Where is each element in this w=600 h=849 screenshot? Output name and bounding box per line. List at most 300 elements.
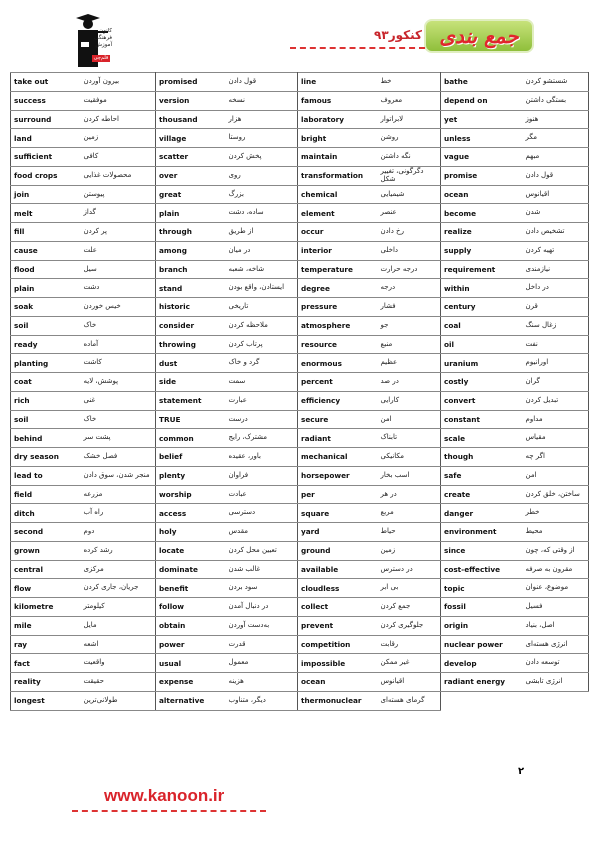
persian-meaning: واقعیت bbox=[81, 654, 156, 673]
english-word: branch bbox=[156, 260, 226, 279]
persian-meaning: در صد bbox=[378, 373, 441, 392]
english-word: planting bbox=[11, 354, 81, 373]
english-word: dry season bbox=[11, 448, 81, 467]
english-word: scatter bbox=[156, 148, 226, 167]
table-row bbox=[11, 466, 589, 485]
persian-meaning: شاخه، شعبه bbox=[226, 260, 298, 279]
persian-meaning: موفقیت bbox=[81, 91, 156, 110]
english-word: prevent bbox=[298, 616, 378, 635]
persian-meaning: توسعه دادن bbox=[523, 654, 589, 673]
english-word: benefit bbox=[156, 579, 226, 598]
persian-meaning: ملاحظه کردن bbox=[226, 316, 298, 335]
exam-subtitle: کنکور۹۳ bbox=[374, 28, 422, 42]
english-word: topic bbox=[441, 579, 523, 598]
persian-meaning: در دسترس bbox=[378, 560, 441, 579]
persian-meaning: اقیانوس bbox=[378, 673, 441, 692]
english-word: side bbox=[156, 373, 226, 392]
english-word: square bbox=[298, 504, 378, 523]
english-word: TRUE bbox=[156, 410, 226, 429]
persian-meaning: اگر چه bbox=[523, 448, 589, 467]
english-word: secure bbox=[298, 410, 378, 429]
english-word: village bbox=[156, 129, 226, 148]
english-word: soil bbox=[11, 410, 81, 429]
english-word: worship bbox=[156, 485, 226, 504]
persian-meaning: عبارت bbox=[226, 391, 298, 410]
english-word: efficiency bbox=[298, 391, 378, 410]
persian-meaning: مقرون به صرفه bbox=[523, 560, 589, 579]
persian-meaning: در میان bbox=[226, 241, 298, 260]
persian-meaning: ساده، دشت bbox=[226, 204, 298, 223]
english-word: impossible bbox=[298, 654, 378, 673]
persian-meaning: روستا bbox=[226, 129, 298, 148]
persian-meaning: دوم bbox=[81, 523, 156, 542]
persian-meaning: روشن bbox=[378, 129, 441, 148]
english-word: mechanical bbox=[298, 448, 378, 467]
english-word: behind bbox=[11, 429, 81, 448]
english-word: cost-effective bbox=[441, 560, 523, 579]
english-word: through bbox=[156, 223, 226, 242]
persian-meaning: پرتاب کردن bbox=[226, 335, 298, 354]
persian-meaning: مزرعه bbox=[81, 485, 156, 504]
persian-meaning: رخ دادن bbox=[378, 223, 441, 242]
english-word: consider bbox=[156, 316, 226, 335]
logo-text: کانون فرهنگی آموزش bbox=[94, 28, 112, 48]
table-row bbox=[11, 673, 589, 692]
english-word: maintain bbox=[298, 148, 378, 167]
english-word: create bbox=[441, 485, 523, 504]
persian-meaning: جلوگیری کردن bbox=[378, 616, 441, 635]
persian-meaning: خاک bbox=[81, 410, 156, 429]
english-word: soil bbox=[11, 316, 81, 335]
english-word: common bbox=[156, 429, 226, 448]
english-word: bright bbox=[298, 129, 378, 148]
english-word: ground bbox=[298, 541, 378, 560]
english-word: per bbox=[298, 485, 378, 504]
table-row bbox=[11, 541, 589, 560]
persian-meaning: سود بردن bbox=[226, 579, 298, 598]
persian-meaning: عنصر bbox=[378, 204, 441, 223]
english-word: constant bbox=[441, 410, 523, 429]
persian-meaning: غیر ممکن bbox=[378, 654, 441, 673]
persian-meaning: باور، عقیده bbox=[226, 448, 298, 467]
persian-meaning: زغال سنگ bbox=[523, 316, 589, 335]
persian-meaning: مبهم bbox=[523, 148, 589, 167]
english-word: access bbox=[156, 504, 226, 523]
persian-meaning: تبدیل کردن bbox=[523, 391, 589, 410]
persian-meaning: فراوان bbox=[226, 466, 298, 485]
persian-meaning: گرمای هسته‌ای bbox=[378, 691, 441, 710]
table-row bbox=[11, 391, 589, 410]
english-word: percent bbox=[298, 373, 378, 392]
persian-meaning: منبع bbox=[378, 335, 441, 354]
table-row bbox=[11, 73, 589, 92]
persian-meaning: نگه داشتن bbox=[378, 148, 441, 167]
english-word: ditch bbox=[11, 504, 81, 523]
english-word: ray bbox=[11, 635, 81, 654]
english-word: thermonuclear bbox=[298, 691, 378, 710]
persian-meaning: در هر bbox=[378, 485, 441, 504]
english-word: version bbox=[156, 91, 226, 110]
table-row bbox=[11, 316, 589, 335]
persian-meaning: قول دادن bbox=[523, 166, 589, 185]
persian-meaning: به‌دست آوردن bbox=[226, 616, 298, 635]
english-word: collect bbox=[298, 598, 378, 617]
persian-meaning: دسترسی bbox=[226, 504, 298, 523]
english-word: degree bbox=[298, 279, 378, 298]
english-word: yard bbox=[298, 523, 378, 542]
table-row bbox=[11, 373, 589, 392]
persian-meaning: خاک bbox=[81, 316, 156, 335]
persian-meaning: جو bbox=[378, 316, 441, 335]
english-word: soak bbox=[11, 298, 81, 317]
english-word: kilometre bbox=[11, 598, 81, 617]
english-word: cloudless bbox=[298, 579, 378, 598]
persian-meaning: کارایی bbox=[378, 391, 441, 410]
persian-meaning: حیاط bbox=[378, 523, 441, 542]
persian-meaning: عبادت bbox=[226, 485, 298, 504]
english-word: horsepower bbox=[298, 466, 378, 485]
english-word: within bbox=[441, 279, 523, 298]
persian-meaning: دیگر، متناوب bbox=[226, 691, 298, 710]
english-word: coat bbox=[11, 373, 81, 392]
table-row bbox=[11, 335, 589, 354]
english-word: scale bbox=[441, 429, 523, 448]
english-word: pressure bbox=[298, 298, 378, 317]
english-word: ocean bbox=[441, 185, 523, 204]
persian-meaning: غالب شدن bbox=[226, 560, 298, 579]
table-row bbox=[11, 485, 589, 504]
table-row bbox=[11, 691, 589, 710]
english-word: over bbox=[156, 166, 226, 185]
table-row bbox=[11, 110, 589, 129]
persian-meaning: مگر bbox=[523, 129, 589, 148]
empty-cell bbox=[523, 691, 589, 710]
english-word: radiant energy bbox=[441, 673, 523, 692]
persian-meaning: مرکزی bbox=[81, 560, 156, 579]
persian-meaning: خیس خوردن bbox=[81, 298, 156, 317]
persian-meaning: راه آب bbox=[81, 504, 156, 523]
table-row bbox=[11, 223, 589, 242]
persian-meaning: اقیانوس bbox=[523, 185, 589, 204]
persian-meaning: احاطه کردن bbox=[81, 110, 156, 129]
persian-meaning: نیازمندی bbox=[523, 260, 589, 279]
english-word: convert bbox=[441, 391, 523, 410]
persian-meaning: کیلومتر bbox=[81, 598, 156, 617]
english-word: success bbox=[11, 91, 81, 110]
persian-meaning: اورانیوم bbox=[523, 354, 589, 373]
persian-meaning: عظیم bbox=[378, 354, 441, 373]
persian-meaning: پخش کردن bbox=[226, 148, 298, 167]
english-word: plain bbox=[11, 279, 81, 298]
persian-meaning: فصل خشک bbox=[81, 448, 156, 467]
persian-meaning: خط bbox=[378, 73, 441, 92]
english-word: join bbox=[11, 185, 81, 204]
page-number: ۲ bbox=[518, 766, 525, 777]
persian-meaning: رقابت bbox=[378, 635, 441, 654]
english-word: belief bbox=[156, 448, 226, 467]
persian-meaning: انرژی تابشی bbox=[523, 673, 589, 692]
english-word: flow bbox=[11, 579, 81, 598]
english-word: obtain bbox=[156, 616, 226, 635]
persian-meaning: امن bbox=[378, 410, 441, 429]
persian-meaning: تشخیص دادن bbox=[523, 223, 589, 242]
persian-meaning: موضوع، عنوان bbox=[523, 579, 589, 598]
persian-meaning: بیرون آوردن bbox=[81, 73, 156, 92]
english-word: nuclear power bbox=[441, 635, 523, 654]
persian-meaning: مایل bbox=[81, 616, 156, 635]
table-row bbox=[11, 354, 589, 373]
english-word: depend on bbox=[441, 91, 523, 110]
english-word: fact bbox=[11, 654, 81, 673]
english-word: grown bbox=[11, 541, 81, 560]
persian-meaning: محیط bbox=[523, 523, 589, 542]
table-row bbox=[11, 129, 589, 148]
persian-meaning: شستشو کردن bbox=[523, 73, 589, 92]
english-word: competition bbox=[298, 635, 378, 654]
english-word: realize bbox=[441, 223, 523, 242]
persian-meaning: در دنبال آمدن bbox=[226, 598, 298, 617]
english-word: promised bbox=[156, 73, 226, 92]
english-word: take out bbox=[11, 73, 81, 92]
persian-meaning: قدرت bbox=[226, 635, 298, 654]
english-word: cause bbox=[11, 241, 81, 260]
english-word: costly bbox=[441, 373, 523, 392]
persian-meaning: گرد و خاک bbox=[226, 354, 298, 373]
persian-meaning: روی bbox=[226, 166, 298, 185]
persian-meaning: غنی bbox=[81, 391, 156, 410]
persian-meaning: بستگی داشتن bbox=[523, 91, 589, 110]
english-word: chemical bbox=[298, 185, 378, 204]
persian-meaning: معمول bbox=[226, 654, 298, 673]
english-word: alternative bbox=[156, 691, 226, 710]
english-word: origin bbox=[441, 616, 523, 635]
english-word: expense bbox=[156, 673, 226, 692]
english-word: supply bbox=[441, 241, 523, 260]
persian-meaning: حقیقت bbox=[81, 673, 156, 692]
english-word: temperature bbox=[298, 260, 378, 279]
english-word: available bbox=[298, 560, 378, 579]
empty-cell bbox=[441, 691, 523, 710]
persian-meaning: بزرگ bbox=[226, 185, 298, 204]
english-word: resource bbox=[298, 335, 378, 354]
english-word: though bbox=[441, 448, 523, 467]
english-word: among bbox=[156, 241, 226, 260]
persian-meaning: شیمیایی bbox=[378, 185, 441, 204]
persian-meaning: کافی bbox=[81, 148, 156, 167]
english-word: sufficient bbox=[11, 148, 81, 167]
english-word: dominate bbox=[156, 560, 226, 579]
persian-meaning: زمین bbox=[81, 129, 156, 148]
persian-meaning: درست bbox=[226, 410, 298, 429]
english-word: oil bbox=[441, 335, 523, 354]
english-word: safe bbox=[441, 466, 523, 485]
english-word: yet bbox=[441, 110, 523, 129]
english-word: develop bbox=[441, 654, 523, 673]
english-word: element bbox=[298, 204, 378, 223]
persian-meaning: علت bbox=[81, 241, 156, 260]
persian-meaning: مقیاس bbox=[523, 429, 589, 448]
persian-meaning: مکانیکی bbox=[378, 448, 441, 467]
english-word: locate bbox=[156, 541, 226, 560]
table-row bbox=[11, 560, 589, 579]
persian-meaning: از طریق bbox=[226, 223, 298, 242]
persian-meaning: طولانی‌ترین bbox=[81, 691, 156, 710]
persian-meaning: نسخه bbox=[226, 91, 298, 110]
english-word: flood bbox=[11, 260, 81, 279]
english-word: follow bbox=[156, 598, 226, 617]
persian-meaning: قول دادن bbox=[226, 73, 298, 92]
summary-badge: جمع بندی bbox=[424, 19, 534, 53]
english-word: interior bbox=[298, 241, 378, 260]
english-word: holy bbox=[156, 523, 226, 542]
table-row bbox=[11, 523, 589, 542]
persian-meaning: مداوم bbox=[523, 410, 589, 429]
table-row bbox=[11, 635, 589, 654]
english-word: coal bbox=[441, 316, 523, 335]
persian-meaning: اسب بخار bbox=[378, 466, 441, 485]
persian-meaning: اصل، بنیاد bbox=[523, 616, 589, 635]
persian-meaning: تاریخی bbox=[226, 298, 298, 317]
table-row bbox=[11, 260, 589, 279]
english-word: fossil bbox=[441, 598, 523, 617]
persian-meaning: جریان، جاری کردن bbox=[81, 579, 156, 598]
english-word: since bbox=[441, 541, 523, 560]
persian-meaning: تابناک bbox=[378, 429, 441, 448]
table-row bbox=[11, 166, 589, 185]
english-word: requirement bbox=[441, 260, 523, 279]
persian-meaning: پشت سر bbox=[81, 429, 156, 448]
english-word: statement bbox=[156, 391, 226, 410]
persian-meaning: سیل bbox=[81, 260, 156, 279]
english-word: longest bbox=[11, 691, 81, 710]
english-word: thousand bbox=[156, 110, 226, 129]
table-row bbox=[11, 616, 589, 635]
persian-meaning: محصولات غذایی bbox=[81, 166, 156, 185]
persian-meaning: فسیل bbox=[523, 598, 589, 617]
english-word: stand bbox=[156, 279, 226, 298]
english-word: lead to bbox=[11, 466, 81, 485]
english-word: unless bbox=[441, 129, 523, 148]
table-row bbox=[11, 298, 589, 317]
table-row bbox=[11, 410, 589, 429]
english-word: usual bbox=[156, 654, 226, 673]
persian-meaning: گران bbox=[523, 373, 589, 392]
english-word: plenty bbox=[156, 466, 226, 485]
table-row bbox=[11, 429, 589, 448]
english-word: power bbox=[156, 635, 226, 654]
footer-divider bbox=[72, 810, 266, 812]
website-link[interactable]: www.kanoon.ir bbox=[104, 786, 225, 805]
english-word: mile bbox=[11, 616, 81, 635]
english-word: surround bbox=[11, 110, 81, 129]
english-word: reality bbox=[11, 673, 81, 692]
english-word: historic bbox=[156, 298, 226, 317]
english-word: ocean bbox=[298, 673, 378, 692]
persian-meaning: آماده bbox=[81, 335, 156, 354]
english-word: vague bbox=[441, 148, 523, 167]
persian-meaning: دگرگونی، تغییر شکل bbox=[378, 166, 441, 185]
logo-brand: قلم‌چی bbox=[93, 55, 109, 61]
table-row bbox=[11, 204, 589, 223]
english-word: danger bbox=[441, 504, 523, 523]
persian-meaning: تهیه کردن bbox=[523, 241, 589, 260]
table-row bbox=[11, 504, 589, 523]
table-row bbox=[11, 185, 589, 204]
english-word: ready bbox=[11, 335, 81, 354]
english-word: bathe bbox=[441, 73, 523, 92]
english-word: fill bbox=[11, 223, 81, 242]
table-row bbox=[11, 91, 589, 110]
persian-meaning: جمع کردن bbox=[378, 598, 441, 617]
english-word: atmosphere bbox=[298, 316, 378, 335]
persian-meaning: هزار bbox=[226, 110, 298, 129]
persian-meaning: پر کردن bbox=[81, 223, 156, 242]
persian-meaning: منجر شدن، سوق دادن bbox=[81, 466, 156, 485]
persian-meaning: در داخل bbox=[523, 279, 589, 298]
english-word: plain bbox=[156, 204, 226, 223]
persian-meaning: سمت bbox=[226, 373, 298, 392]
english-word: occur bbox=[298, 223, 378, 242]
table-row bbox=[11, 148, 589, 167]
table-row bbox=[11, 579, 589, 598]
persian-meaning: معروف bbox=[378, 91, 441, 110]
english-word: second bbox=[11, 523, 81, 542]
english-word: great bbox=[156, 185, 226, 204]
persian-meaning: مربع bbox=[378, 504, 441, 523]
english-word: century bbox=[441, 298, 523, 317]
persian-meaning: شدن bbox=[523, 204, 589, 223]
persian-meaning: درجه bbox=[378, 279, 441, 298]
persian-meaning: رشد کرده bbox=[81, 541, 156, 560]
persian-meaning: امن bbox=[523, 466, 589, 485]
persian-meaning: کاشت bbox=[81, 354, 156, 373]
english-word: rich bbox=[11, 391, 81, 410]
english-word: transformation bbox=[298, 166, 378, 185]
english-word: famous bbox=[298, 91, 378, 110]
persian-meaning: هنوز bbox=[523, 110, 589, 129]
english-word: dust bbox=[156, 354, 226, 373]
persian-meaning: داخلی bbox=[378, 241, 441, 260]
persian-meaning: دشت bbox=[81, 279, 156, 298]
persian-meaning: پیوستن bbox=[81, 185, 156, 204]
english-word: line bbox=[298, 73, 378, 92]
table-row bbox=[11, 598, 589, 617]
persian-meaning: خطر bbox=[523, 504, 589, 523]
header-divider bbox=[290, 47, 425, 49]
persian-meaning: ساختن، خلق کردن bbox=[523, 485, 589, 504]
persian-meaning: از وقتی که، چون bbox=[523, 541, 589, 560]
english-word: enormous bbox=[298, 354, 378, 373]
persian-meaning: هزینه bbox=[226, 673, 298, 692]
persian-meaning: مشترک، رایج bbox=[226, 429, 298, 448]
english-word: land bbox=[11, 129, 81, 148]
persian-meaning: درجه حرارت bbox=[378, 260, 441, 279]
table-row bbox=[11, 241, 589, 260]
persian-meaning: اشعه bbox=[81, 635, 156, 654]
english-word: throwing bbox=[156, 335, 226, 354]
english-word: become bbox=[441, 204, 523, 223]
table-row bbox=[11, 654, 589, 673]
persian-meaning: زمین bbox=[378, 541, 441, 560]
english-word: field bbox=[11, 485, 81, 504]
english-word: central bbox=[11, 560, 81, 579]
english-word: melt bbox=[11, 204, 81, 223]
english-word: uranium bbox=[441, 354, 523, 373]
english-word: environment bbox=[441, 523, 523, 542]
persian-meaning: فشار bbox=[378, 298, 441, 317]
english-word: promise bbox=[441, 166, 523, 185]
english-word: radiant bbox=[298, 429, 378, 448]
